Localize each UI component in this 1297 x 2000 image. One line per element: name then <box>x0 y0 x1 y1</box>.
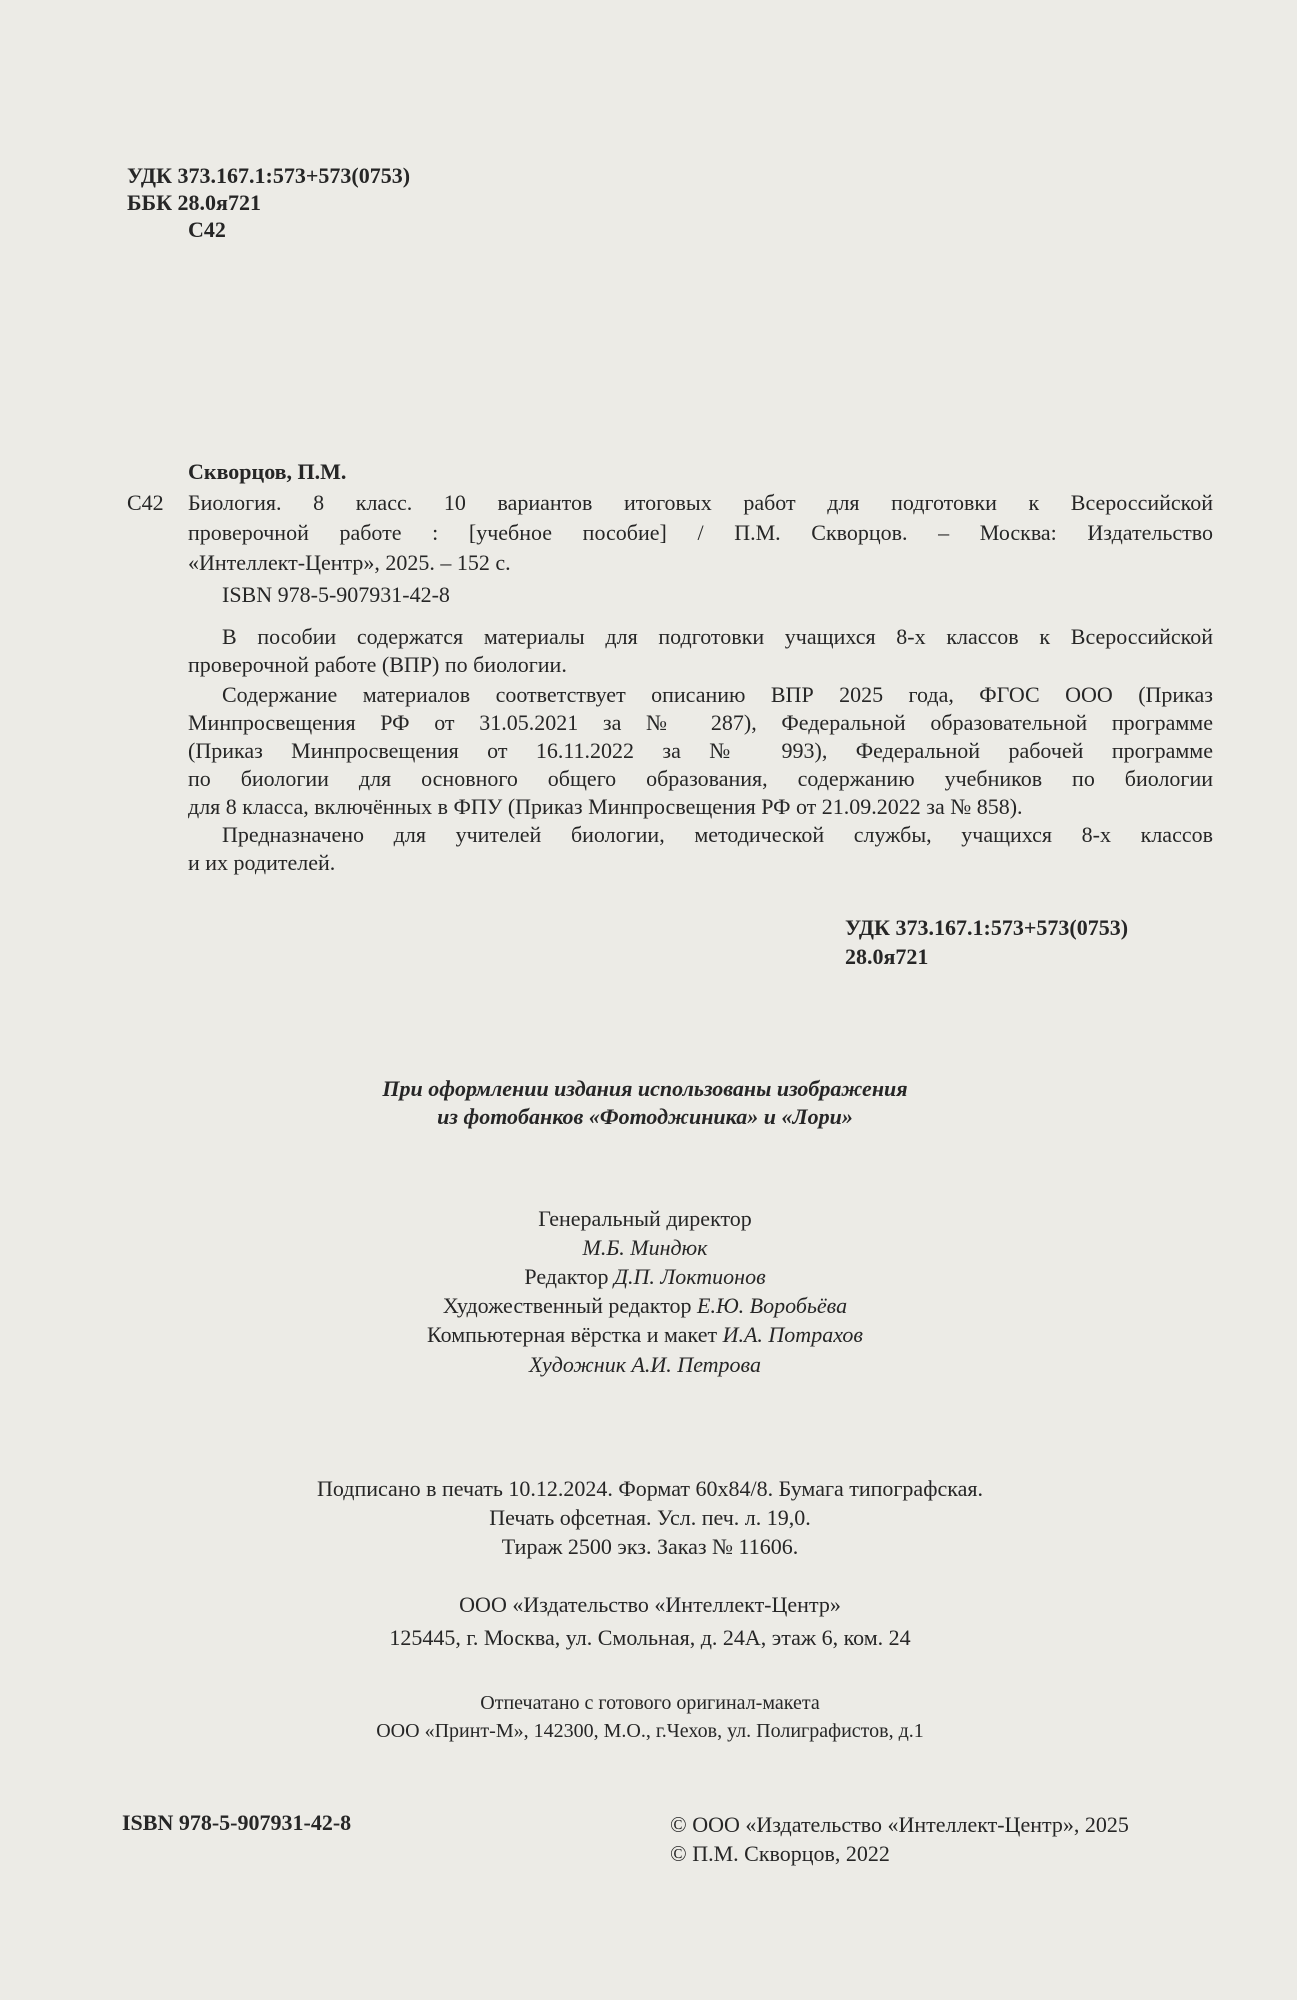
udk-code-footer: УДК 373.167.1:573+573(0753) <box>845 915 1129 940</box>
isbn-line: ISBN 978-5-907931-42-8 <box>222 582 450 607</box>
publisher-address: 125445, г. Москва, ул. Смольная, д. 24А, этаж 6, ком. 24 <box>389 1625 911 1650</box>
art-editor-title: Художественный редактор <box>442 1293 692 1318</box>
image-credits-line: из фотобанков «Фотоджиника» и «Лори» <box>437 1104 853 1129</box>
copyright-author: © П.М. Скворцов, 2022 <box>670 1841 890 1866</box>
art-editor-name: Е.Ю. Воробьёва <box>697 1293 848 1318</box>
annotation-line: (Приказ Минпросвещения от 16.11.2022 за № 993), Федеральной рабочей программе <box>188 738 1213 763</box>
author-sign: С42 <box>188 217 226 242</box>
director-title: Генеральный директор <box>538 1206 752 1231</box>
annotation-line: Содержание материалов соответствует описанию ВПР 2025 года, ФГОС ООО (Приказ <box>222 682 1213 707</box>
print-info-line: Тираж 2500 экз. Заказ № 11606. <box>501 1534 799 1559</box>
layout-line <box>300 1320 990 1350</box>
bib-desc-line: Биология. 8 класс. 10 вариантов итоговых работ для подготовки к Всероссийской <box>188 490 1213 515</box>
editor-title: Редактор <box>524 1264 609 1289</box>
editor-line <box>300 1262 990 1292</box>
bib-desc-line: «Интеллект-Центр», 2025. – 152 с. <box>188 550 511 575</box>
director-name: М.Б. Миндюк <box>582 1235 708 1260</box>
author-heading: Скворцов, П.М. <box>188 459 347 484</box>
annotation-line: по биологии для основного общего образования, содержанию учебников по биологии <box>188 766 1213 791</box>
bbk-code: ББК 28.0я721 <box>127 190 261 215</box>
bib-desc-line: проверочной работе : [учебное пособие] / П.М. Скворцов. – Москва: Издательство <box>188 520 1213 545</box>
art-editor-line <box>300 1291 990 1321</box>
annotation-line: Предназначено для учителей биологии, методической службы, учащихся 8-х классов <box>222 822 1213 847</box>
author-sign-left: С42 <box>127 490 164 515</box>
footer-isbn: ISBN 978-5-907931-42-8 <box>122 1810 352 1835</box>
print-info-line: Подписано в печать 10.12.2024. Формат 60х84/8. Бумага типографская. <box>317 1476 983 1501</box>
annotation-line: В пособии содержатся материалы для подготовки учащихся 8-х классов к Всероссийской <box>222 624 1213 649</box>
annotation-line: Минпросвещения РФ от 31.05.2021 за № 287), Федеральной образовательной программе <box>188 710 1213 735</box>
publisher-name: ООО «Издательство «Интеллект-Центр» <box>459 1592 841 1617</box>
print-info-line: Печать офсетная. Усл. печ. л. 19,0. <box>489 1505 811 1530</box>
annotation-line: проверочной работе (ВПР) по биологии. <box>188 652 567 677</box>
copyright-publisher: © ООО «Издательство «Интеллект-Центр», 2025 <box>670 1812 1129 1837</box>
artist-line: Художник А.И. Петрова <box>529 1352 761 1377</box>
bbk-code-footer: 28.0я721 <box>845 944 929 969</box>
layout-name: И.А. Потрахов <box>722 1322 863 1347</box>
editor-name: Д.П. Локтионов <box>613 1264 766 1289</box>
image-credits-line: При оформлении издания использованы изображения <box>382 1076 908 1101</box>
layout-title: Компьютерная вёрстка и макет <box>427 1322 718 1347</box>
printer-line: ООО «Принт-М», 142300, М.О., г.Чехов, ул. Полиграфистов, д.1 <box>376 1720 924 1742</box>
annotation-line: и их родителей. <box>188 850 336 875</box>
printer-line: Отпечатано с готового оригинал-макета <box>480 1692 820 1714</box>
udk-code: УДК 373.167.1:573+573(0753) <box>127 163 411 188</box>
annotation-line: для 8 класса, включённых в ФПУ (Приказ Минпросвещения РФ от 21.09.2022 за № 858). <box>188 794 1023 819</box>
